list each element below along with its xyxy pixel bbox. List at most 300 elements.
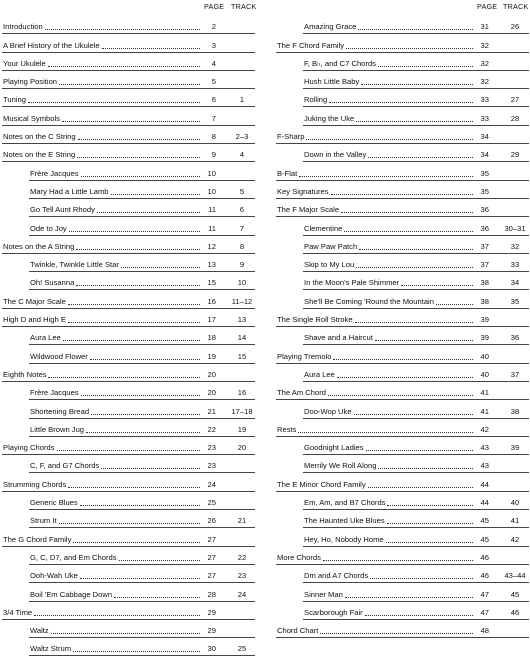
entry-page-number: 40 <box>480 351 489 361</box>
toc-subentry[interactable] <box>29 272 255 290</box>
dot-leader <box>101 468 200 469</box>
entry-page-number: 22 <box>207 424 216 434</box>
entry-page-number: 47 <box>480 589 489 599</box>
dot-leader <box>119 560 200 561</box>
track-column-label: TRACK <box>231 2 257 11</box>
entry-page-number: 38 <box>480 296 489 306</box>
entry-page-number: 18 <box>207 333 216 343</box>
toc-entry[interactable] <box>2 126 255 144</box>
entry-track-number: 30–31 <box>504 223 526 233</box>
entry-title: Frère Jacques <box>30 388 79 398</box>
dot-leader <box>375 340 473 341</box>
entry-page-number: 4 <box>211 58 216 68</box>
entry-page-number: 34 <box>480 150 489 160</box>
entry-page-number: 27 <box>207 534 216 544</box>
entry-title: Key Signatures <box>277 186 329 196</box>
toc-subentry[interactable] <box>29 620 255 638</box>
dot-leader <box>356 267 473 268</box>
toc-subentry[interactable] <box>303 455 529 473</box>
dot-leader <box>344 231 473 232</box>
toc-entry[interactable] <box>276 181 529 199</box>
dot-leader <box>62 121 200 122</box>
entry-page-number: 11 <box>208 223 216 233</box>
toc-subentry[interactable] <box>303 528 529 546</box>
dot-leader <box>323 560 473 561</box>
entry-page-number: 15 <box>207 278 216 288</box>
entry-title: Your Ukulele <box>3 58 46 68</box>
dot-leader <box>298 432 473 433</box>
dot-leader <box>86 432 200 433</box>
entry-page-number: 33 <box>480 95 489 105</box>
dot-leader <box>365 615 473 616</box>
toc-subentry[interactable] <box>303 290 529 308</box>
entry-page-number: 20 <box>207 388 216 398</box>
entry-page-number: 19 <box>207 351 216 361</box>
toc-subentry[interactable] <box>29 547 255 565</box>
entry-track-number: 9 <box>239 260 245 270</box>
dot-leader <box>328 395 473 396</box>
toc-subentry[interactable] <box>29 455 255 473</box>
toc-entry[interactable] <box>2 290 255 308</box>
entry-title: Playing Position <box>3 77 58 87</box>
dot-leader <box>34 615 200 616</box>
entry-track-number: 38 <box>510 406 520 416</box>
entry-page-number: 29 <box>207 607 216 617</box>
entry-track-number: 46 <box>510 607 520 617</box>
dot-leader <box>81 176 200 177</box>
entry-page-number: 3 <box>211 40 216 50</box>
toc-entry[interactable] <box>276 547 529 565</box>
entry-track-number: 20 <box>237 443 247 453</box>
dot-leader <box>91 414 200 415</box>
entry-track-number: 34 <box>510 278 520 288</box>
page-column-label: PAGE <box>477 2 498 11</box>
toc-entry[interactable] <box>276 419 529 437</box>
page-column-label: PAGE <box>204 2 225 11</box>
entry-page-number: 36 <box>480 223 489 233</box>
entry-page-number: 11 <box>208 205 216 215</box>
entry-title: In the Moon's Pale Shimmer <box>304 278 400 288</box>
toc-subentry[interactable] <box>303 437 529 455</box>
dot-leader <box>378 66 473 67</box>
entry-title: Chord Chart <box>277 626 319 636</box>
entry-track-number: 40 <box>510 498 520 508</box>
entry-page-number: 34 <box>480 132 489 142</box>
entry-track-number: 21 <box>237 516 247 526</box>
entry-track-number: 7 <box>239 223 245 233</box>
entry-title: Notes on the C String <box>3 132 76 142</box>
entry-title: The F Major Scale <box>277 205 340 215</box>
entry-title: Dm and A7 Chords <box>304 571 369 581</box>
entry-page-number: 32 <box>480 40 489 50</box>
entry-page-number: 44 <box>480 498 489 508</box>
entry-title: Little Brown Jug <box>30 424 85 434</box>
entry-page-number: 46 <box>480 571 489 581</box>
toc-subentry[interactable] <box>303 272 529 290</box>
toc-subentry[interactable] <box>303 400 529 418</box>
entry-title: Shave and a Haircut <box>304 333 373 343</box>
toc-entry[interactable] <box>2 71 255 89</box>
entry-title: The F Chord Family <box>277 40 345 50</box>
entry-track-number: 35 <box>510 296 520 306</box>
toc-entry[interactable] <box>2 34 255 52</box>
entry-title: Mary Had a Little Lamb <box>30 186 109 196</box>
dot-leader <box>333 359 473 360</box>
toc-subentry[interactable] <box>303 89 529 107</box>
entry-title: Shortening Bread <box>30 406 90 416</box>
toc-entry[interactable] <box>2 53 255 71</box>
dot-leader <box>51 633 200 634</box>
entry-page-number: 46 <box>480 552 489 562</box>
entry-page-number: 23 <box>207 461 216 471</box>
toc-subentry[interactable] <box>29 382 255 400</box>
entry-track-number: 6 <box>239 205 245 215</box>
entry-track-number: 45 <box>510 589 520 599</box>
entry-page-number: 13 <box>207 260 216 270</box>
dot-leader <box>77 157 200 158</box>
entry-page-number: 2 <box>211 22 216 32</box>
toc-subentry[interactable] <box>303 583 529 601</box>
entry-page-number: 43 <box>480 461 489 471</box>
entry-title: Eighth Notes <box>3 369 47 379</box>
toc-subentry[interactable] <box>303 327 529 345</box>
entry-title: Notes on the E String <box>3 150 76 160</box>
entry-page-number: 20 <box>207 369 216 379</box>
entry-title: Boil 'Em Cabbage Down <box>30 589 113 599</box>
entry-page-number: 39 <box>480 333 489 343</box>
entry-track-number: 43–44 <box>504 571 526 581</box>
dot-leader <box>68 322 200 323</box>
toc-entry[interactable] <box>2 89 255 107</box>
toc-subentry[interactable] <box>303 107 529 125</box>
entry-title: Sinner Man <box>304 589 343 599</box>
entry-title: High D and High E <box>3 315 66 325</box>
dot-leader <box>320 633 473 634</box>
dot-leader <box>59 523 200 524</box>
entry-page-number: 47 <box>480 607 489 617</box>
toc-subentry[interactable] <box>303 16 529 34</box>
entry-title: Rests <box>277 424 297 434</box>
entry-page-number: 28 <box>207 589 216 599</box>
entry-page-number: 21 <box>207 406 216 416</box>
entry-track-number: 10 <box>237 278 247 288</box>
entry-title: Oh! Susanna <box>30 278 75 288</box>
toc-entry[interactable] <box>2 437 255 455</box>
entry-title: The G Chord Family <box>3 534 72 544</box>
toc-entry[interactable] <box>2 236 255 254</box>
entry-track-number: 42 <box>510 534 520 544</box>
toc-entry[interactable] <box>276 620 529 638</box>
toc-entry[interactable] <box>276 34 529 52</box>
dot-leader <box>368 487 473 488</box>
toc-entry[interactable] <box>276 309 529 327</box>
toc-subentry[interactable] <box>29 638 255 656</box>
entry-track-number: 5 <box>239 186 245 196</box>
dot-leader <box>401 285 473 286</box>
dot-leader <box>329 102 473 103</box>
entry-title: Strum It <box>30 516 57 526</box>
entry-title: Waltz <box>30 626 49 636</box>
entry-page-number: 33 <box>480 113 489 123</box>
entry-page-number: 37 <box>480 241 489 251</box>
toc-subentry[interactable] <box>29 217 255 235</box>
toc-subentry[interactable] <box>303 510 529 528</box>
entry-title: Aura Lee <box>304 369 335 379</box>
entry-page-number: 40 <box>480 369 489 379</box>
dot-leader <box>359 249 473 250</box>
entry-page-number: 37 <box>480 260 489 270</box>
toc-entry[interactable] <box>2 602 255 620</box>
entry-page-number: 29 <box>207 626 216 636</box>
toc-subentry[interactable] <box>303 492 529 510</box>
dot-leader <box>76 249 200 250</box>
entry-title: Doo-Wop Uke <box>304 406 352 416</box>
entry-title: C, F, and G7 Chords <box>30 461 100 471</box>
entry-page-number: 27 <box>207 571 216 581</box>
toc-subentry[interactable] <box>303 144 529 162</box>
entry-title: F-Sharp <box>277 132 305 142</box>
toc-subentry[interactable] <box>29 565 255 583</box>
entry-track-number: 11–12 <box>231 296 253 306</box>
dot-leader <box>97 212 200 213</box>
entry-title: Playing Tremolo <box>277 351 332 361</box>
dot-leader <box>346 48 473 49</box>
toc-entry[interactable] <box>2 309 255 327</box>
entry-page-number: 27 <box>207 552 216 562</box>
entry-track-number: 22 <box>237 552 247 562</box>
toc-entry[interactable] <box>2 16 255 34</box>
dot-leader <box>63 340 200 341</box>
toc-subentry[interactable] <box>29 400 255 418</box>
toc-entry[interactable] <box>276 382 529 400</box>
entry-title: The Am Chord <box>277 388 326 398</box>
entry-track-number: 26 <box>510 22 520 32</box>
entry-track-number: 25 <box>237 644 247 654</box>
entry-page-number: 41 <box>480 388 489 398</box>
dot-leader <box>78 139 200 140</box>
dot-leader <box>356 121 473 122</box>
dot-leader <box>73 542 200 543</box>
dot-leader <box>387 523 473 524</box>
entry-title: The E Minor Chord Family <box>277 479 366 489</box>
entry-track-number: 14 <box>237 333 247 343</box>
entry-title: Merrily We Roll Along <box>304 461 377 471</box>
track-column-label: TRACK <box>503 2 529 11</box>
entry-title: Twinkle, Twinkle Little Star <box>30 260 119 270</box>
toc-subentry[interactable] <box>29 254 255 272</box>
entry-page-number: 45 <box>480 516 489 526</box>
entry-track-number: 32 <box>510 241 520 251</box>
toc-entry[interactable] <box>2 144 255 162</box>
entry-page-number: 16 <box>207 296 216 306</box>
dot-leader <box>354 414 473 415</box>
entry-title: Aura Lee <box>30 333 61 343</box>
entry-title: Goodnight Ladies <box>304 443 364 453</box>
toc-entry[interactable] <box>2 528 255 546</box>
toc-entry[interactable] <box>276 162 529 180</box>
entry-title: F, B♭, and C7 Chords <box>304 58 376 68</box>
entry-page-number: 10 <box>207 168 216 178</box>
entry-title: The Single Roll Stroke <box>277 315 353 325</box>
toc-entry[interactable] <box>2 107 255 125</box>
dot-leader <box>299 176 473 177</box>
toc-entry[interactable] <box>2 473 255 491</box>
entry-page-number: 32 <box>480 77 489 87</box>
entry-title: Wildwood Flower <box>30 351 88 361</box>
entry-title: Em, Am, and B7 Chords <box>304 498 386 508</box>
dot-leader <box>59 84 200 85</box>
dot-leader <box>57 450 200 451</box>
entry-title: Waltz Strum <box>30 644 72 654</box>
dot-leader <box>69 231 200 232</box>
dot-leader <box>102 48 200 49</box>
entry-page-number: 25 <box>207 498 216 508</box>
entry-title: Notes on the A String <box>3 241 75 251</box>
entry-title: Go Tell Aunt Rhody <box>30 205 95 215</box>
entry-page-number: 5 <box>211 77 216 87</box>
dot-leader <box>386 542 473 543</box>
entry-page-number: 39 <box>480 315 489 325</box>
entry-title: Ode to Joy <box>30 223 67 233</box>
toc-subentry[interactable] <box>29 583 255 601</box>
entry-track-number: 8 <box>239 241 245 251</box>
entry-title: B-Flat <box>277 168 298 178</box>
entry-track-number: 1 <box>239 95 245 105</box>
entry-title: Paw Paw Patch <box>304 241 358 251</box>
dot-leader <box>341 212 473 213</box>
entry-title: Ooh-Wah Uke <box>30 571 78 581</box>
toc-subentry[interactable] <box>29 510 255 528</box>
toc-subentry[interactable] <box>29 181 255 199</box>
entry-page-number: 48 <box>480 626 489 636</box>
dot-leader <box>306 139 473 140</box>
entry-title: More Chords <box>277 552 321 562</box>
entry-page-number: 10 <box>207 186 216 196</box>
entry-page-number: 36 <box>480 205 489 215</box>
toc-entry[interactable] <box>276 345 529 363</box>
entry-title: Playing Chords <box>3 443 55 453</box>
toc-entry[interactable] <box>276 199 529 217</box>
entry-track-number: 41 <box>510 516 520 526</box>
entry-page-number: 31 <box>480 22 489 32</box>
toc-entry[interactable] <box>276 473 529 491</box>
dot-leader <box>45 29 200 30</box>
toc-subentry[interactable] <box>303 364 529 382</box>
entry-page-number: 30 <box>207 644 216 654</box>
entry-title: Juking the Uke <box>304 113 355 123</box>
dot-leader <box>73 651 200 652</box>
entry-track-number: 33 <box>510 260 520 270</box>
entry-title: 3/4 Time <box>3 607 33 617</box>
dot-leader <box>378 468 473 469</box>
dot-leader <box>28 102 200 103</box>
toc-right-rows <box>276 16 529 638</box>
entry-title: Musical Symbols <box>3 113 60 123</box>
toc-subentry[interactable] <box>29 492 255 510</box>
dot-leader <box>68 487 200 488</box>
dot-leader <box>90 359 200 360</box>
entry-title: A Brief History of the Ukulele <box>3 40 100 50</box>
entry-page-number: 38 <box>480 278 489 288</box>
entry-track-number: 23 <box>237 571 247 581</box>
entry-track-number: 4 <box>239 150 245 160</box>
entry-page-number: 7 <box>211 113 216 123</box>
entry-page-number: 12 <box>207 241 216 251</box>
toc-entry[interactable] <box>2 364 255 382</box>
dot-leader <box>80 578 200 579</box>
dot-leader <box>331 194 473 195</box>
dot-leader <box>121 267 200 268</box>
entry-title: She'll Be Coming 'Round the Mountain <box>304 296 434 306</box>
toc-subentry[interactable] <box>303 71 529 89</box>
dot-leader <box>111 194 200 195</box>
dot-leader <box>361 84 473 85</box>
dot-leader <box>337 377 473 378</box>
entry-title: Skip to My Lou <box>304 260 355 270</box>
toc-subentry[interactable] <box>303 565 529 583</box>
toc-subentry[interactable] <box>303 236 529 254</box>
entry-track-number: 37 <box>510 369 520 379</box>
entry-page-number: 8 <box>211 132 216 142</box>
entry-track-number: 17–18 <box>231 406 253 416</box>
toc-left-rows <box>2 16 255 656</box>
dot-leader <box>114 597 200 598</box>
toc-subentry[interactable] <box>303 217 529 235</box>
entry-track-number: 24 <box>237 589 247 599</box>
entry-title: Hey, Ho, Nobody Home <box>304 534 384 544</box>
dot-leader <box>48 66 200 67</box>
entry-title: Generic Blues <box>30 498 78 508</box>
entry-page-number: 35 <box>480 186 489 196</box>
dot-leader <box>387 505 473 506</box>
toc-subentry[interactable] <box>303 53 529 71</box>
entry-track-number: 2–3 <box>235 132 249 142</box>
toc-entry[interactable] <box>276 126 529 144</box>
dot-leader <box>366 450 473 451</box>
entry-track-number: 29 <box>510 150 520 160</box>
entry-track-number: 19 <box>237 424 247 434</box>
toc-subentry[interactable] <box>29 199 255 217</box>
entry-track-number: 36 <box>510 333 520 343</box>
toc-subentry[interactable] <box>29 419 255 437</box>
entry-page-number: 32 <box>480 58 489 68</box>
dot-leader <box>436 304 473 305</box>
entry-page-number: 45 <box>480 534 489 544</box>
dot-leader <box>355 322 473 323</box>
entry-title: Strumming Chords <box>3 479 67 489</box>
toc-subentry[interactable] <box>303 602 529 620</box>
dot-leader <box>81 395 200 396</box>
entry-page-number: 35 <box>480 168 489 178</box>
entry-track-number: 27 <box>510 95 520 105</box>
entry-title: Clementine <box>304 223 343 233</box>
entry-track-number: 13 <box>237 315 247 325</box>
dot-leader <box>368 157 473 158</box>
entry-track-number: 16 <box>237 388 247 398</box>
entry-track-number: 28 <box>510 113 520 123</box>
entry-page-number: 42 <box>480 424 489 434</box>
toc-subentry[interactable] <box>29 345 255 363</box>
toc-subentry[interactable] <box>29 327 255 345</box>
entry-page-number: 26 <box>207 516 216 526</box>
entry-title: The C Major Scale <box>3 296 66 306</box>
entry-track-number: 39 <box>510 443 520 453</box>
entry-title: The Haunted Uke Blues <box>304 516 385 526</box>
entry-page-number: 17 <box>207 315 216 325</box>
toc-subentry[interactable] <box>303 254 529 272</box>
toc-subentry[interactable] <box>29 162 255 180</box>
entry-page-number: 43 <box>480 443 489 453</box>
